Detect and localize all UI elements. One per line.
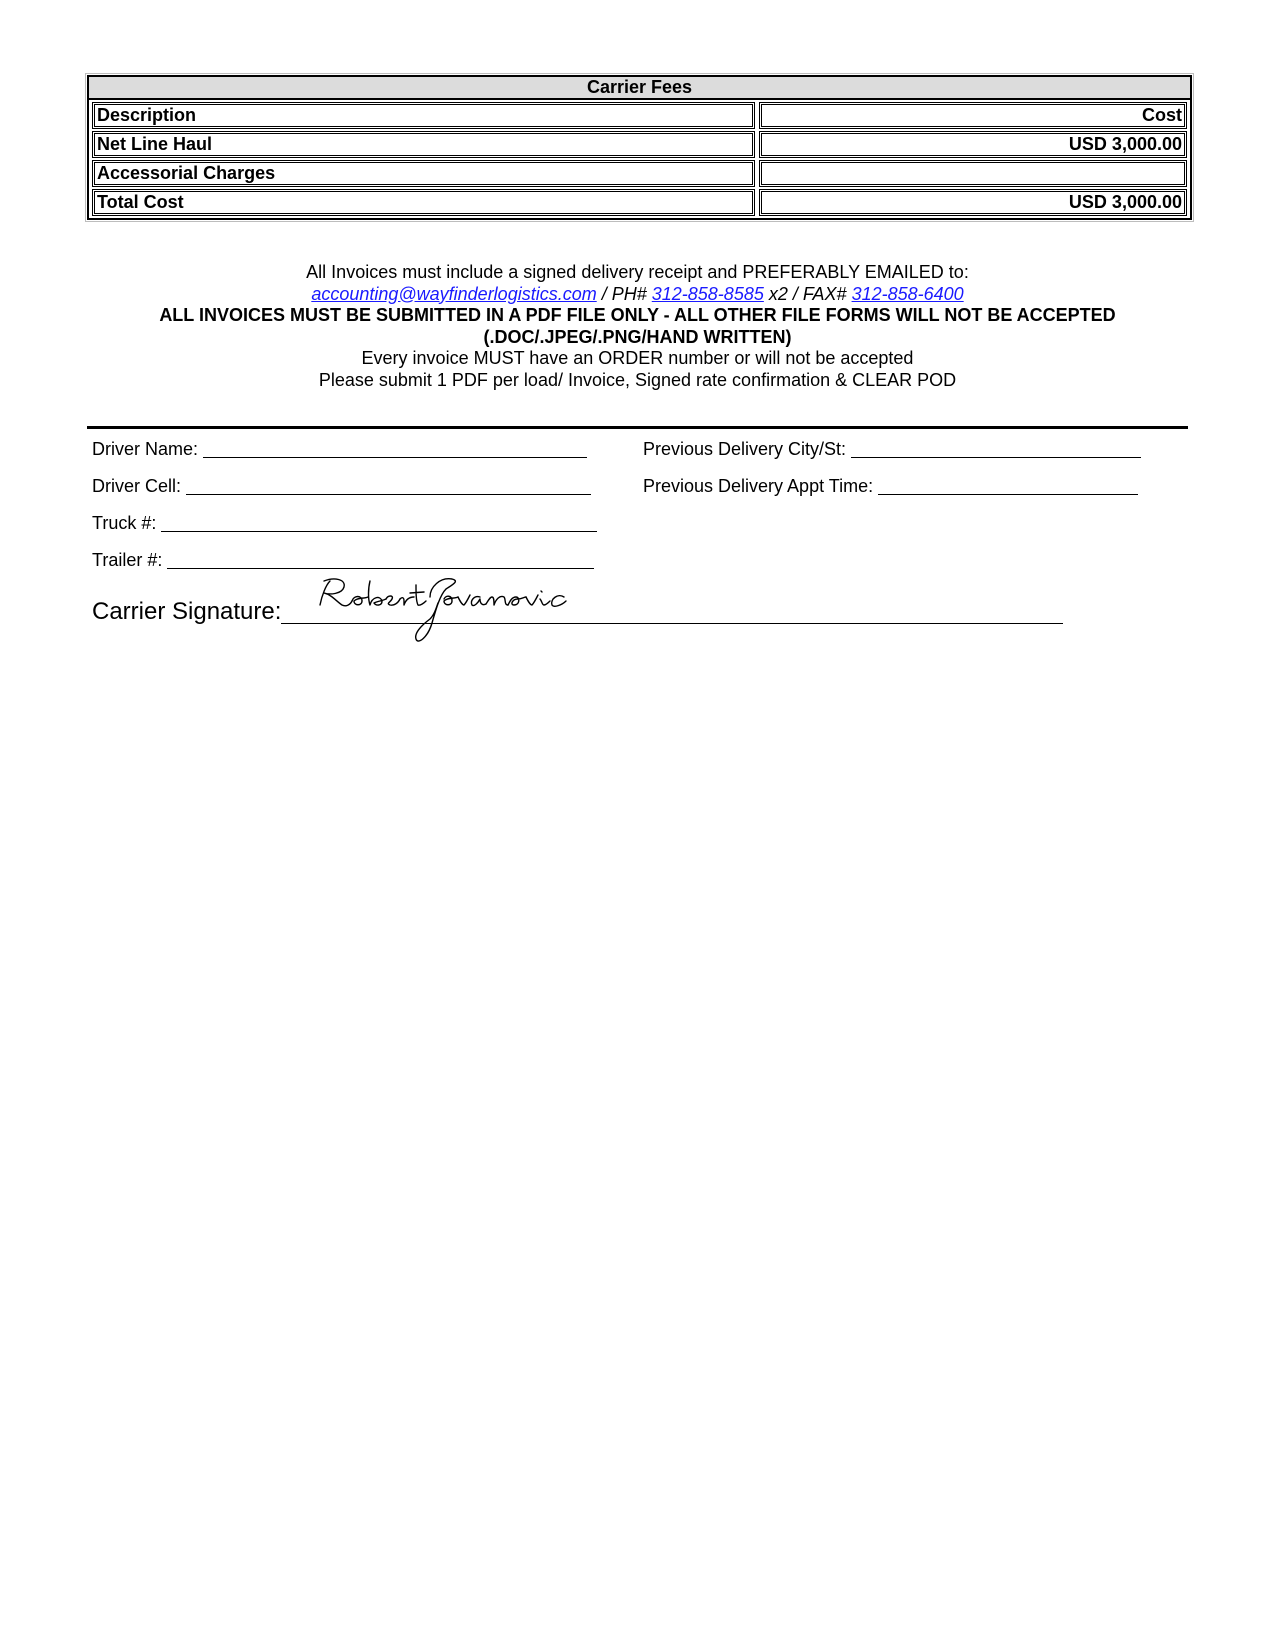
fees-header-row <box>89 100 1190 129</box>
driver-name-field[interactable] <box>92 439 587 460</box>
order-number-note: Every invoice MUST have an ORDER number or will not be accepted <box>361 348 914 368</box>
fees-row-accessorial <box>89 158 1190 187</box>
trailer-label: Trailer #: <box>92 550 163 570</box>
fee-cost: USD 3,000.00 <box>759 189 1187 216</box>
fee-cost <box>759 160 1187 187</box>
driver-name-label: Driver Name: <box>92 439 199 459</box>
section-divider <box>87 426 1188 429</box>
carrier-fees-table <box>87 75 1192 220</box>
carrier-fees-title: Carrier Fees <box>89 77 1190 100</box>
invoice-notice <box>87 262 1188 391</box>
notice-line-1: All Invoices must include a signed delivery receipt and PREFERABLY EMAILED to: <box>306 262 969 282</box>
fee-description: Accessorial Charges <box>92 160 755 187</box>
contact-line <box>87 284 1188 306</box>
fee-cost: USD 3,000.00 <box>759 131 1187 158</box>
phone-label: / PH# <box>596 283 652 304</box>
fees-row-net-line-haul <box>89 129 1190 158</box>
file-types-note: (.DOC/.JPEG/.PNG/HAND WRITTEN) <box>483 326 792 347</box>
previous-delivery-appt-label: Previous Delivery Appt Time: <box>643 476 874 496</box>
phone-link[interactable]: 312-858-8585 <box>651 283 764 304</box>
previous-delivery-appt-field[interactable] <box>643 476 1138 497</box>
email-link[interactable]: accounting@wayfinderlogistics.com <box>311 283 597 304</box>
cost-header: Cost <box>759 102 1187 129</box>
previous-delivery-city-label: Previous Delivery City/St: <box>643 439 847 459</box>
previous-delivery-city-blank[interactable] <box>851 439 1141 458</box>
truck-blank[interactable] <box>161 513 597 532</box>
handwritten-signature <box>312 575 602 647</box>
previous-delivery-city-field[interactable] <box>643 439 1141 460</box>
carrier-signature-label: Carrier Signature: <box>92 598 282 625</box>
truck-field[interactable] <box>92 513 597 534</box>
truck-label: Truck #: <box>92 513 157 533</box>
fees-row-total <box>89 187 1190 218</box>
driver-name-blank[interactable] <box>203 439 587 458</box>
driver-cell-field[interactable] <box>92 476 591 497</box>
fax-label: x2 / FAX# <box>763 283 852 304</box>
fee-description: Net Line Haul <box>92 131 755 158</box>
previous-delivery-appt-blank[interactable] <box>878 476 1138 495</box>
pdf-requirement: ALL INVOICES MUST BE SUBMITTED IN A PDF FILE ONLY - ALL OTHER FILE FORMS WILL NOT BE ACCEPTED <box>159 305 1116 325</box>
driver-cell-label: Driver Cell: <box>92 476 182 496</box>
submission-note: Please submit 1 PDF per load/ Invoice, Signed rate confirmation & CLEAR POD <box>318 369 957 390</box>
fax-link[interactable]: 312-858-6400 <box>851 283 964 304</box>
trailer-field[interactable] <box>92 550 594 571</box>
fee-description: Total Cost <box>92 189 755 216</box>
driver-cell-blank[interactable] <box>186 476 591 495</box>
description-header: Description <box>92 102 755 129</box>
trailer-blank[interactable] <box>167 550 594 569</box>
